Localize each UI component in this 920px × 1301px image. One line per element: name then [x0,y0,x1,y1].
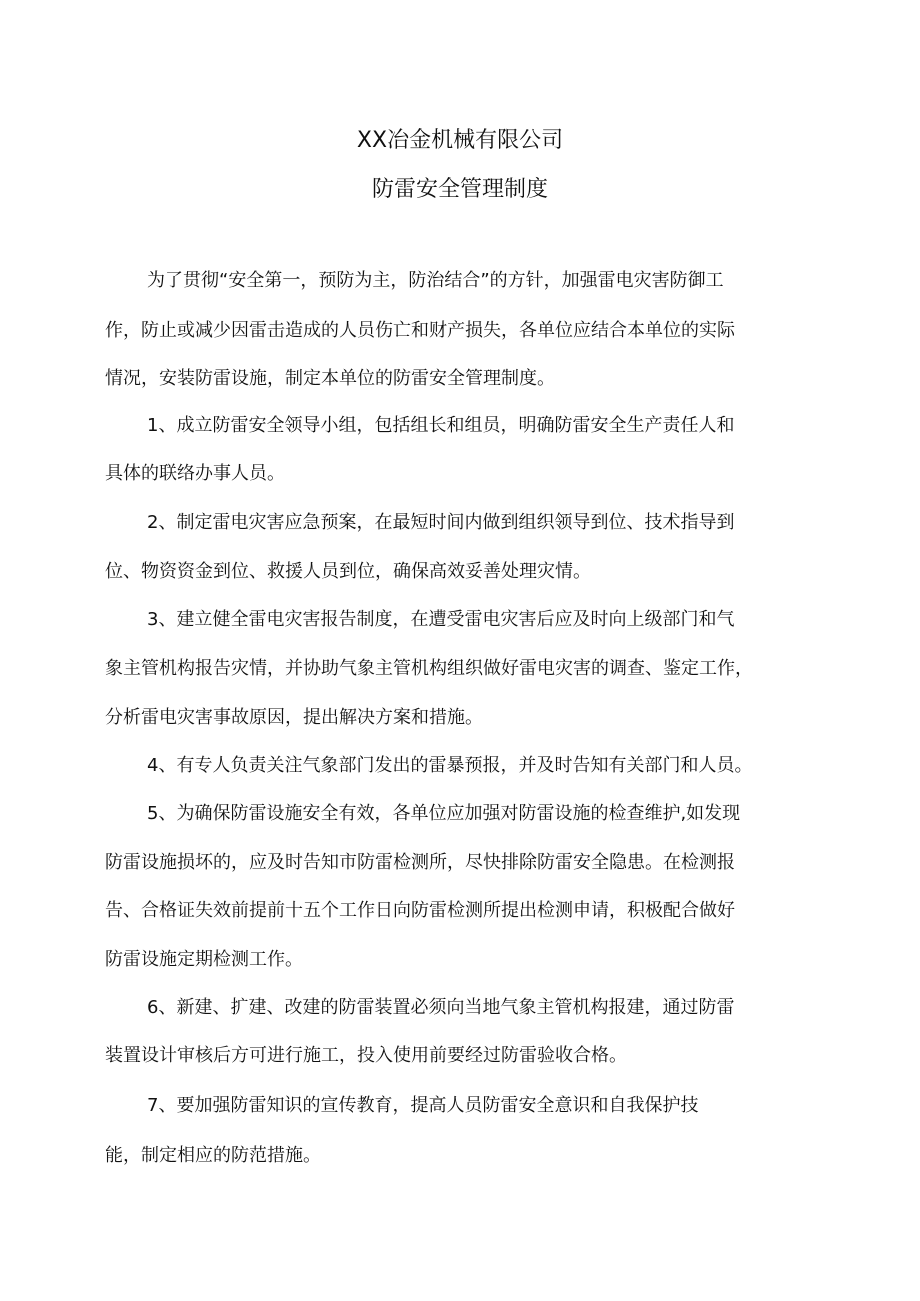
text-line: 4、有专人负责关注气象部门发出的雷暴预报，并及时告知有关部门和人员。 [147,755,753,776]
text-line: 2、制定雷电灾害应急预案，在最短时间内做到组织领导到位、技术指导到 [147,512,735,533]
text-line: 1、成立防雷安全领导小组，包括组长和组员，明确防雷安全生产责任人和 [147,415,735,436]
text-line: 分析雷电灾害事故原因，提出解决方案和措施。 [105,707,483,728]
text-line: 7、要加强防雷知识的宣传教育，提高人员防雷安全意识和自我保护技 [147,1095,699,1116]
text-line: 装置设计审核后方可进行施工，投入使用前要经过防雷验收合格。 [105,1045,627,1066]
text-line: 作，防止或减少因雷击造成的人员伤亡和财产损失，各单位应结合本单位的实际 [105,320,735,341]
text-line: 象主管机构报告灾情，并协助气象主管机构组织做好雷电灾害的调查、鉴定工作， [105,658,753,679]
text-line: 6、新建、扩建、改建的防雷装置必须向当地气象主管机构报建，通过防雷 [147,997,735,1018]
text-line: 防雷设施损坏的，应及时告知市防雷检测所，尽快排除防雷安全隐患。在检测报 [105,852,735,873]
text-line: 3、建立健全雷电灾害报告制度，在遭受雷电灾害后应及时向上级部门和气 [147,609,735,630]
text-line: 能，制定相应的防范措施。 [105,1145,321,1166]
text-line: 情况，安装防雷设施，制定本单位的防雷安全管理制度。 [105,368,555,389]
text-line: 具体的联络办事人员。 [105,463,285,484]
text-line: 5、为确保防雷设施安全有效，各单位应加强对防雷设施的检查维护,如发现 [147,803,741,824]
document-title: 防雷安全管理制度 [371,177,548,202]
text-line: 位、物资资金到位、救援人员到位，确保高效妥善处理灾情。 [105,561,591,582]
company-name: XX冶金机械有限公司 [356,128,564,153]
text-line: 告、合格证失效前提前十五个工作日向防雷检测所提出检测申请，积极配合做好 [105,900,735,921]
text-line: 为了贯彻“安全第一，预防为主，防治结合”的方针，加强雷电灾害防御工 [147,270,724,291]
text-line: 防雷设施定期检测工作。 [105,949,303,970]
